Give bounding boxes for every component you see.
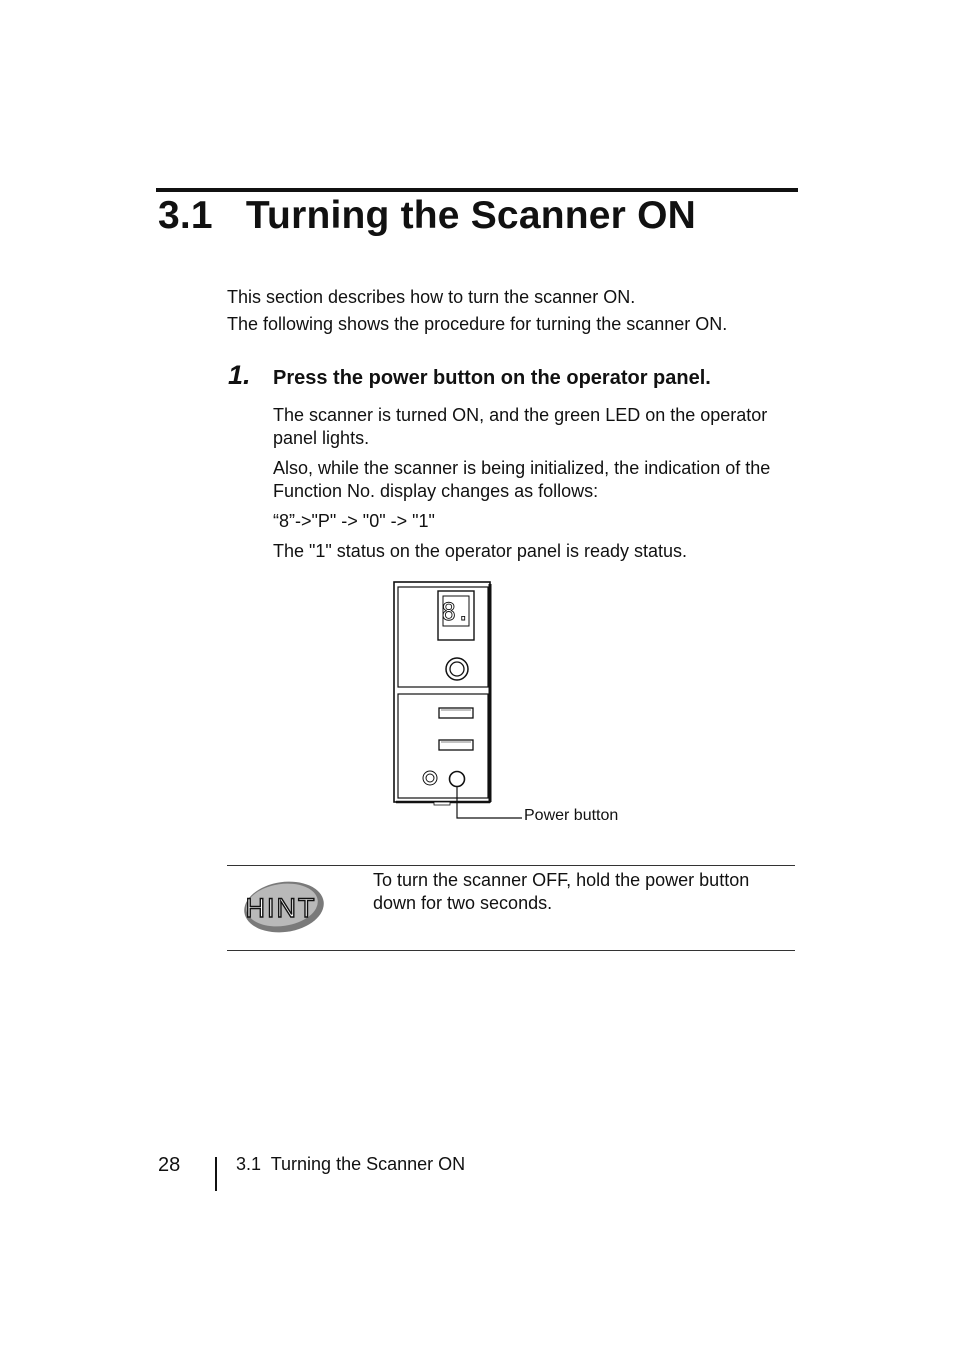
hint-logo	[232, 876, 332, 938]
hint-logo-text: HINT	[245, 893, 317, 923]
hint-top-rule	[227, 865, 795, 866]
intro-line-2: The following shows the procedure for turning the scanner ON.	[227, 314, 728, 334]
title-rule	[156, 188, 798, 192]
footer-divider	[215, 1157, 217, 1191]
indicator-led	[423, 771, 437, 785]
step-paragraph-4: The "1" status on the operator panel is ready status.	[273, 541, 688, 561]
page-number: 28	[158, 1154, 181, 1176]
display-sequence: “8”->"P" -> "0" -> "1"	[273, 511, 435, 531]
power-led-ring	[446, 658, 468, 680]
step-paragraph-1: The scanner is turned ON, and the green LED on the operator panel lights.	[273, 405, 768, 448]
footer-section-label: 3.1 Turning the Scanner ON	[236, 1154, 466, 1174]
page-title: 3.1 Turning the Scanner ON	[158, 194, 696, 237]
power-button-callout: Power button	[524, 807, 619, 824]
hint-bottom-rule	[227, 950, 795, 951]
hint-text: To turn the scanner OFF, hold the power button down for two seconds.	[373, 870, 750, 913]
step-paragraph-2: Also, while the scanner is being initialized, the indication of the Function No. display changes as follows:	[273, 458, 771, 501]
power-button	[450, 772, 465, 787]
panel-button-lower	[439, 740, 473, 750]
step-title: Press the power button on the operator panel.	[273, 367, 711, 389]
operator-panel-illustration	[390, 578, 640, 834]
intro-line-1: This section describes how to turn the scanner ON.	[227, 287, 636, 307]
panel-button-upper	[439, 708, 473, 718]
function-number-display	[438, 591, 474, 640]
display-digit: 8.	[441, 598, 471, 626]
step-number: 1.	[228, 360, 251, 390]
